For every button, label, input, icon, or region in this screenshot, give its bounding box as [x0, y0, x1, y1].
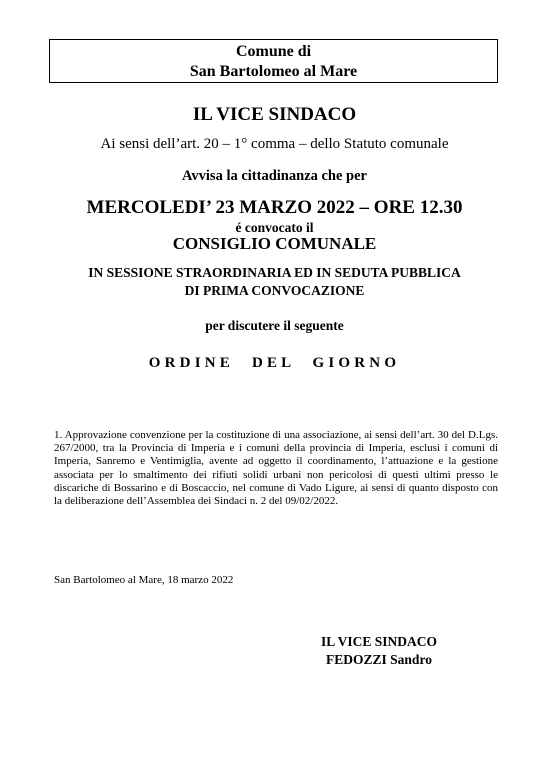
convened-text: é convocato il — [235, 220, 314, 235]
header-line-1: Comune di — [235, 43, 312, 60]
notice-intro: Avvisa la cittadinanza che per — [182, 168, 367, 184]
municipality-header — [49, 39, 498, 83]
header-line-2: San Bartolomeo al Mare — [189, 63, 358, 80]
signature-block — [309, 633, 449, 669]
agenda-item: 1. Approvazione convenzione per la costituzione di una associazione, ai sensi dell’art. 30 del D.Lgs. 267/2000, tra la Provincia di Imperia e i comuni della provincia di Imperia, esclusi i comuni di Imperia, Sanremo e Ventimiglia, avente ad oggetto il coordinamento, l’attuazione e la gestione associata per lo smaltimento dei rifiuti solidi urbani non pericolosi di questi ultimi presso le discariche di Bossarino e di Boscaccio, nel comune di Vado Ligure, ai sensi di quanto disposto con la deliberazione dell’Assemblea dei Sindaci n. 2 del 09/02/2022. — [54, 429, 498, 508]
session-line-2: DI PRIMA CONVOCAZIONE — [184, 283, 365, 298]
signature-role: IL VICE SINDACO — [320, 634, 438, 649]
session-line-1: IN SESSIONE STRAORDINARIA ED IN SEDUTA PUBBLICA — [88, 265, 461, 280]
council-name: CONSIGLIO COMUNALE — [172, 234, 377, 253]
discuss-text: per discutere il seguente — [205, 318, 344, 333]
document-title: IL VICE SINDACO — [192, 104, 357, 125]
signature-name: FEDOZZI Sandro — [326, 652, 432, 667]
legal-basis: Ai sensi dell’art. 20 – 1° comma – dello Statuto comunale — [100, 136, 449, 152]
place-and-date: San Bartolomeo al Mare, 18 marzo 2022 — [54, 574, 234, 586]
meeting-date: MERCOLEDI’ 23 MARZO 2022 – ORE 12.30 — [86, 197, 463, 218]
agenda-title: ORDINE DEL GIORNO — [148, 355, 401, 371]
